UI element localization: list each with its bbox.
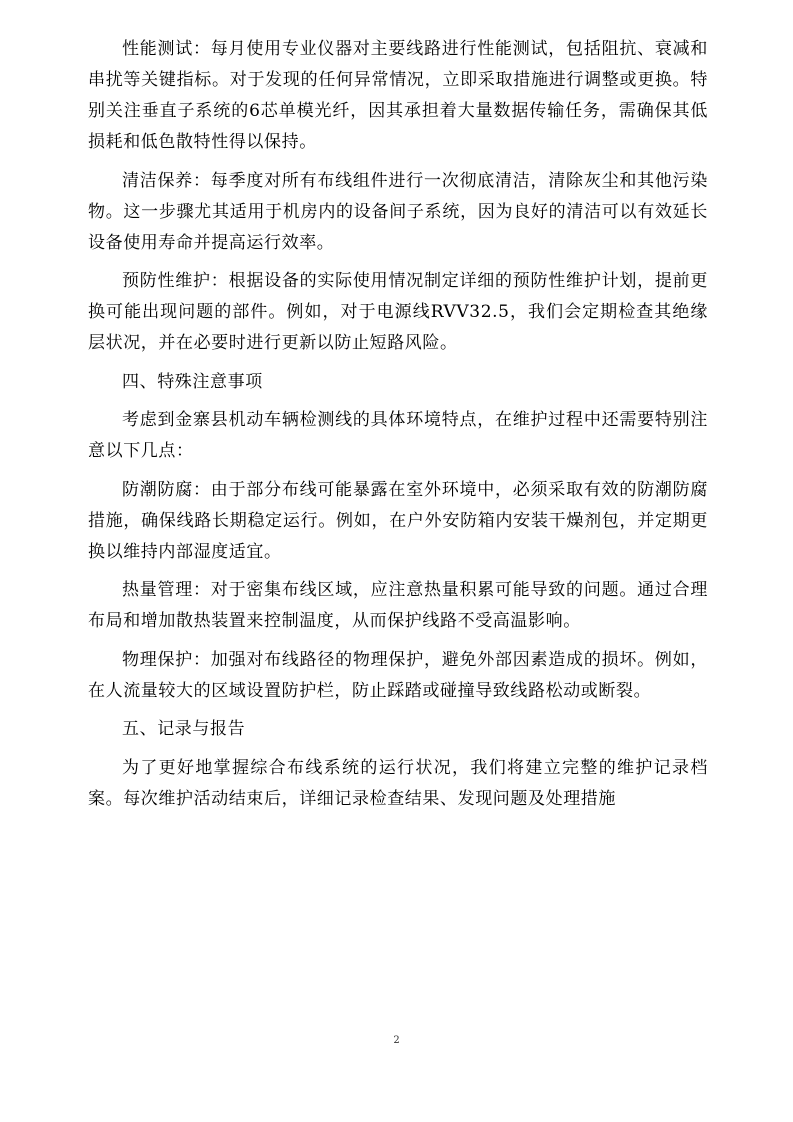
paragraph-environment-intro: 考虑到金寨县机动车辆检测线的具体环境特点，在维护过程中还需要特别注意以下几点： xyxy=(88,410,708,461)
paragraph-cleaning-maintenance: 清洁保养：每季度对所有布线组件进行一次彻底清洁，清除灰尘和其他污染物。这一步骤尤其适用于机房内的设备间子系统，因为良好的清洁可以有效延长设备使用寿命并提高运行效率。 xyxy=(88,170,708,253)
paragraph-preventive-maintenance: 预防性维护：根据设备的实际使用情况制定详细的预防性维护计划，提前更换可能出现问题的部件。例如，对于电源线RVV32.5，我们会定期检查其绝缘层状况，并在必要时进行更新以防止短路风险。 xyxy=(88,271,708,353)
paragraph-physical-protection: 物理保护：加强对布线路径的物理保护，避免外部因素造成的损坏。例如，在人流量较大的区域设置防护栏，防止踩踏或碰撞导致线路松动或断裂。 xyxy=(88,649,708,701)
page-number: 2 xyxy=(393,1035,400,1046)
document-body xyxy=(88,34,708,822)
paragraph-moisture-corrosion: 防潮防腐：由于部分布线可能暴露在室外环境中，必须采取有效的防潮防腐措施，确保线路长期稳定运行。例如，在户外安防箱内安装干燥剂包，并定期更换以维持内部湿度适宜。 xyxy=(88,479,708,562)
paragraph-records-archive: 为了更好地掌握综合布线系统的运行状况，我们将建立完整的维护记录档案。每次维护活动结束后，详细记录检查结果、发现问题及处理措施 xyxy=(88,757,708,809)
section-heading-records-reports: 五、记录与报告 xyxy=(122,719,246,739)
paragraph-heat-management: 热量管理：对于密集布线区域，应注意热量积累可能导致的问题。通过合理布局和增加散热装置来控制温度，从而保护线路不受高温影响。 xyxy=(88,580,708,631)
section-heading-special-notes: 四、特殊注意事项 xyxy=(122,371,263,392)
paragraph-performance-testing: 性能测试：每月使用专业仪器对主要线路进行性能测试，包括阻抗、衰减和串扰等关键指标。对于发现的任何异常情况，立即采取措施进行调整或更换。特别关注垂直子系统的6芯单模光纤，因其承担着大量数据传输任务，需确保其低损耗和低色散特性得以保持。 xyxy=(88,39,708,152)
